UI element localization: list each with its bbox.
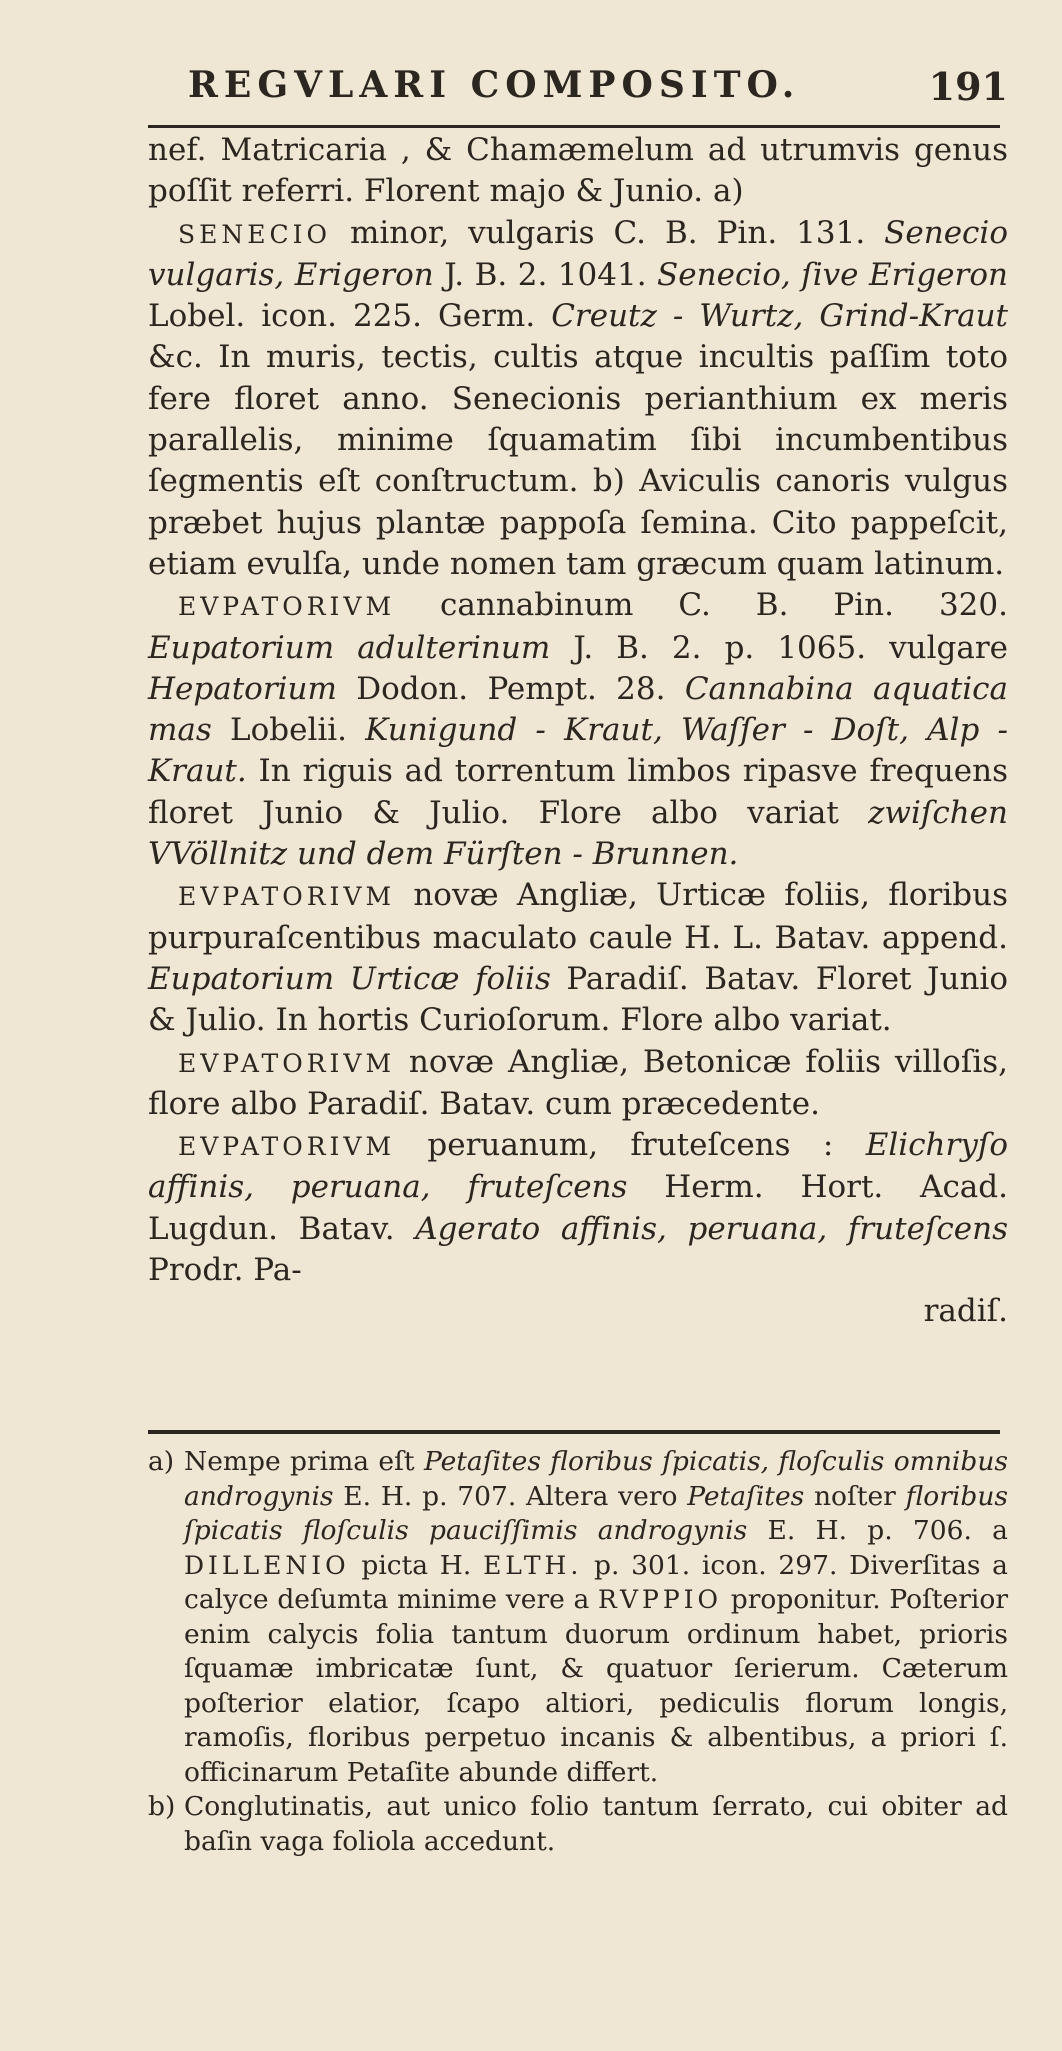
footnote-a: a) Nempe prima eſt Petaſites floribus ſpicatis, floſculis omnibus androgynis E. H. p. 707. Altera vero Petaſites noſter floribus ſpicatis floſculis pauciſſimis androgynis E. H. p. 706. a DILLENIO picta H. ELTH. p. 301. icon. 297. Diverſitas a calyce deſumta minime vere a RVPPIO proponitur. Poſterior enim calycis folia tantum duorum ordinum habet, prioris ſquamæ imbricatæ ſunt, & quatuor ſerierum. Cæterum poſterior elatior, ſcapo altiori, pediculis florum longis, ramoſis, floribus perpetuo incanis & albentibus, a priori ſ. officinarum Petaſite abunde differt. bbox=[148, 1446, 1009, 1788]
footnote-mark: b) bbox=[148, 1791, 176, 1822]
entry-heading: EVPATORIVM bbox=[178, 592, 396, 622]
paragraph-senecio: SENECIO minor, vulgaris C. B. Pin. 131. Senecio vulgaris, Erigeron J. B. 2. 1041. Senecio, ſive Erigeron Lobel. icon. 225. Germ. Creutz - Wurtz, Grind-Kraut &c. In muris, tectis, cultis atque incultis paſſim toto fere floret anno. Senecionis perianthium ex meris parallelis, minime ſquamatim ſibi incumbentibus ſegmentis eſt conſtructum. b) Aviculis canoris vulgus præbet hujus plantæ pappoſa ſemina. Cito pappeſcit, etiam evulſa, unde nomen tam græcum quam latinum. bbox=[148, 214, 1009, 582]
header-rule bbox=[148, 125, 1000, 128]
footnote-mark: a) bbox=[148, 1446, 175, 1477]
page-number: 191 bbox=[928, 64, 1008, 109]
running-head: REGVLARI COMPOSITO. bbox=[188, 64, 801, 106]
paragraph-end: radiſ. bbox=[923, 1293, 1008, 1330]
entry-heading: EVPATORIVM bbox=[178, 1132, 396, 1162]
main-text bbox=[148, 130, 1008, 1333]
paragraph-eupatorium-cannabinum: EVPATORIVM cannabinum C. B. Pin. 320. Eupatorium adulterinum J. B. 2. p. 1065. vulgare Hepatorium Dodon. Pempt. 28. Cannabina aquatica mas Lobelii. Kunigund - Kraut, Waſſer - Doſt, Alp - Kraut. In riguis ad torrentum limbos ripasve frequens floret Junio & Julio. Flore albo variat zwiſchen VVöllnitz und dem Fürſten - Brunnen. bbox=[148, 587, 1008, 873]
entry-heading: EVPATORIVM bbox=[178, 1048, 396, 1078]
page-header bbox=[148, 58, 1008, 118]
footnote-b: b) Conglutinatis, aut unico folio tantum ſerrato, cui obiter ad baſin vaga foliola accedunt. bbox=[148, 1791, 1008, 1857]
paragraph-eupatorium-urticae: EVPATORIVM novæ Angliæ, Urticæ foliis, floribus purpuraſcentibus maculato caule H. L. Batav. append. Eupatorium Urticæ foliis Paradiſ. Batav. Floret Junio & Julio. In hortis Curioſorum. Flore albo variat. bbox=[148, 877, 1008, 1039]
paragraph-eupatorium-betonicae: EVPATORIVM novæ Angliæ, Betonicæ foliis villoſis, flore albo Paradiſ. Batav. cum præcedente. bbox=[148, 1043, 1008, 1122]
entry-heading: SENECIO bbox=[178, 219, 331, 249]
paragraph-matricaria: nef. Matricaria , & Chamæmelum ad utrumvis genus poſſit referri. Florent majo & Junio. a) bbox=[148, 132, 1008, 210]
footnotes bbox=[148, 1445, 1008, 1859]
entry-heading: EVPATORIVM bbox=[178, 882, 396, 912]
paragraph-eupatorium-peruanum: EVPATORIVM peruanum, fruteſcens : Elichryſo affinis, peruana, fruteſcens Herm. Hort. Acad. Lugdun. Batav. Agerato affinis, peruana, fruteſcens Prodr. Pa- bbox=[148, 1127, 1009, 1289]
footnote-rule bbox=[148, 1430, 1000, 1434]
